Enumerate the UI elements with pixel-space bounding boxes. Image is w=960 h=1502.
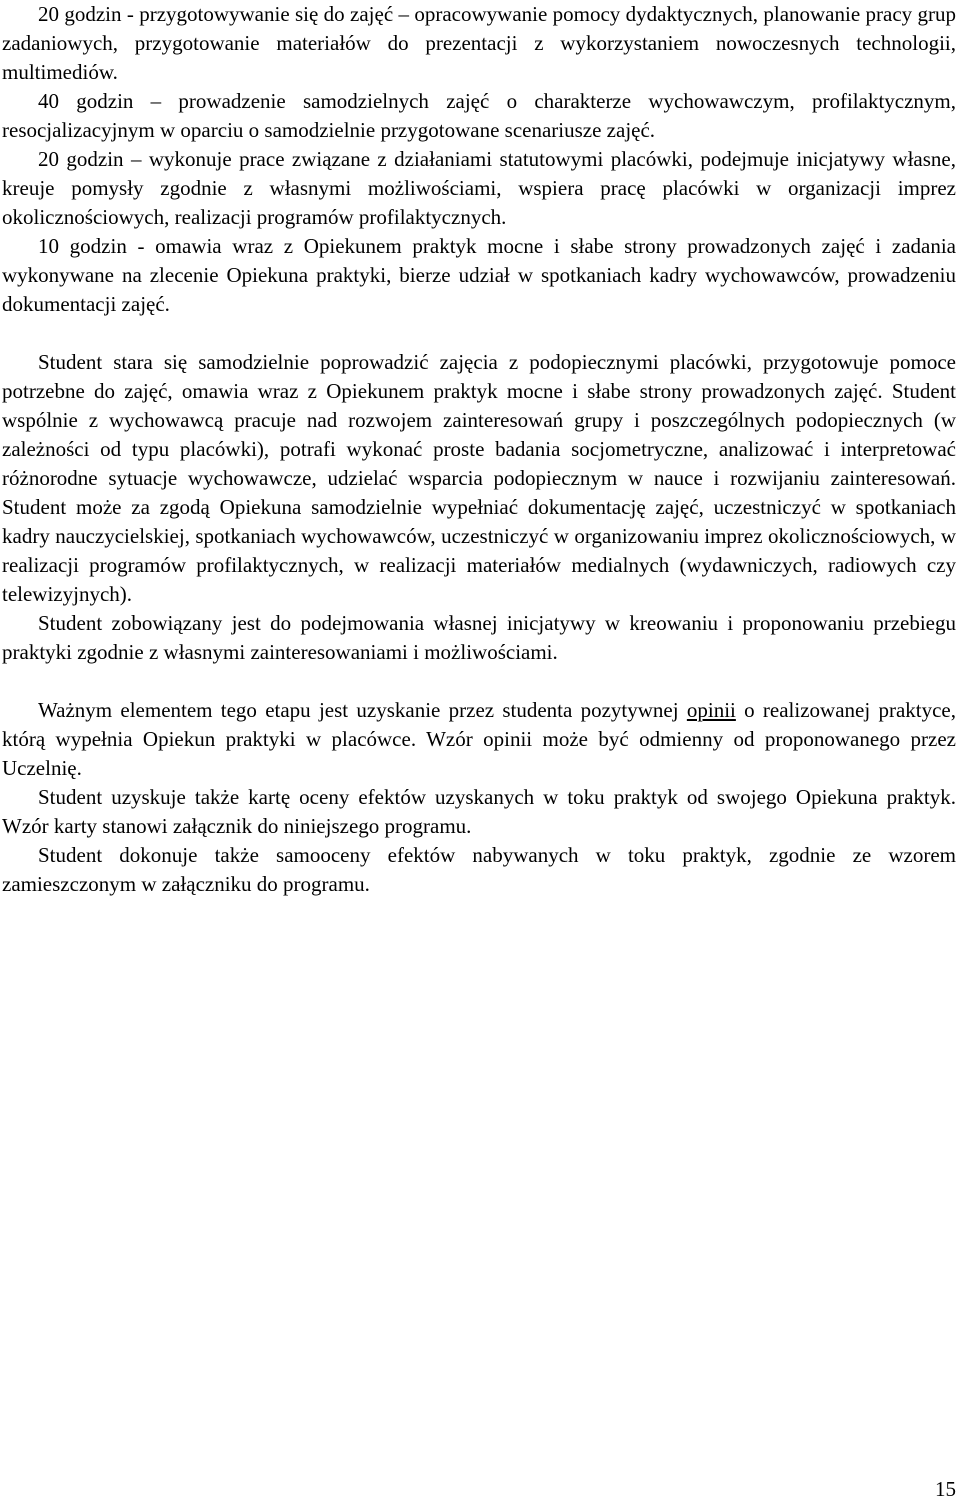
paragraph-opinion — [2, 696, 956, 783]
spacer — [2, 667, 956, 696]
opinion-text-before: Ważnym elementem tego etapu jest uzyskanie przez studenta pozytywnej — [38, 698, 687, 722]
paragraph-hours-statutory: 20 godzin – wykonuje prace związane z działaniami statutowymi placówki, podejmuje inicjatywy własne, kreuje pomysły zgodnie z własnymi możliwościami, wspiera pracę placówki w organizacji imprez okolicznościowych, realizacji programów profilaktycznych. — [2, 147, 956, 229]
paragraph-evaluation-card: Student uzyskuje także kartę oceny efektów uzyskanych w toku praktyk od swojego Opiekuna praktyk. Wzór karty stanowi załącznik do niniejszego programu. — [2, 785, 956, 838]
paragraph-hours-review: 10 godzin - omawia wraz z Opiekunem praktyk mocne i słabe strony prowadzonych zajęć i zadania wykonywane na zlecenie Opiekuna praktyki, bierze udział w spotkaniach kadry wychowawców, prowadzeniu dokumentacji zajęć. — [2, 234, 956, 316]
page-number: 15 — [935, 1477, 956, 1501]
opinion-underlined-word: opinii — [686, 698, 736, 722]
paragraph-hours-leading: 40 godzin – prowadzenie samodzielnych zajęć o charakterze wychowawczym, profilaktycznym, resocjalizacyjnym w oparciu o samodzielnie przygotowane scenariusze zajęć. — [2, 89, 956, 142]
spacer — [2, 319, 956, 348]
paragraph-self-assessment: Student dokonuje także samooceny efektów nabywanych w toku praktyk, zgodnie ze wzorem zamieszczonym w załączniku do programu. — [2, 843, 956, 896]
paragraph-student-initiative: Student zobowiązany jest do podejmowania własnej inicjatywy w kreowaniu i proponowaniu przebiegu praktyki zgodnie z własnymi zainteresowaniami i możliwościami. — [2, 611, 956, 664]
paragraph-student-tasks: Student stara się samodzielnie poprowadzić zajęcia z podopiecznymi placówki, przygotowuje pomoce potrzebne do zajęć, omawia wraz z Opiekunem praktyk mocne i słabe strony prowadzonych zajęć. Student wspólnie z wychowawcą pracuje nad rozwojem zainteresowań grupy i poszczególnych podopiecznych (w zależności od typu placówki), potrafi wykonać proste badania socjometryczne, analizować i interpretować różnorodne sytuacje wychowawcze, udzielać wsparcia podopiecznym w nauce i rozwijaniu zainteresowań. Student może za zgodą Opiekuna samodzielnie wypełniać dokumentację zajęć, uczestniczyć w spotkaniach kadry nauczycielskiej, spotkaniach wychowawców, uczestniczyć w organizowaniu imprez okolicznościowych, w realizacji programów profilaktycznych, w realizacji materiałów medialnych (wydawniczych, radiowych czy telewizyjnych). — [2, 350, 956, 606]
document-page — [2, 0, 956, 899]
opinion-text-after: o realizowanej praktyce, którą wypełnia Opiekun praktyki w placówce. Wzór opinii może być odmienny od proponowanego przez Uczelnię. — [2, 698, 956, 780]
paragraph-hours-preparation: 20 godzin - przygotowywanie się do zajęć – opracowywanie pomocy dydaktycznych, planowanie pracy grup zadaniowych, przygotowanie materiałów do prezentacji z wykorzystaniem nowoczesnych technologii, multimediów. — [2, 2, 956, 84]
